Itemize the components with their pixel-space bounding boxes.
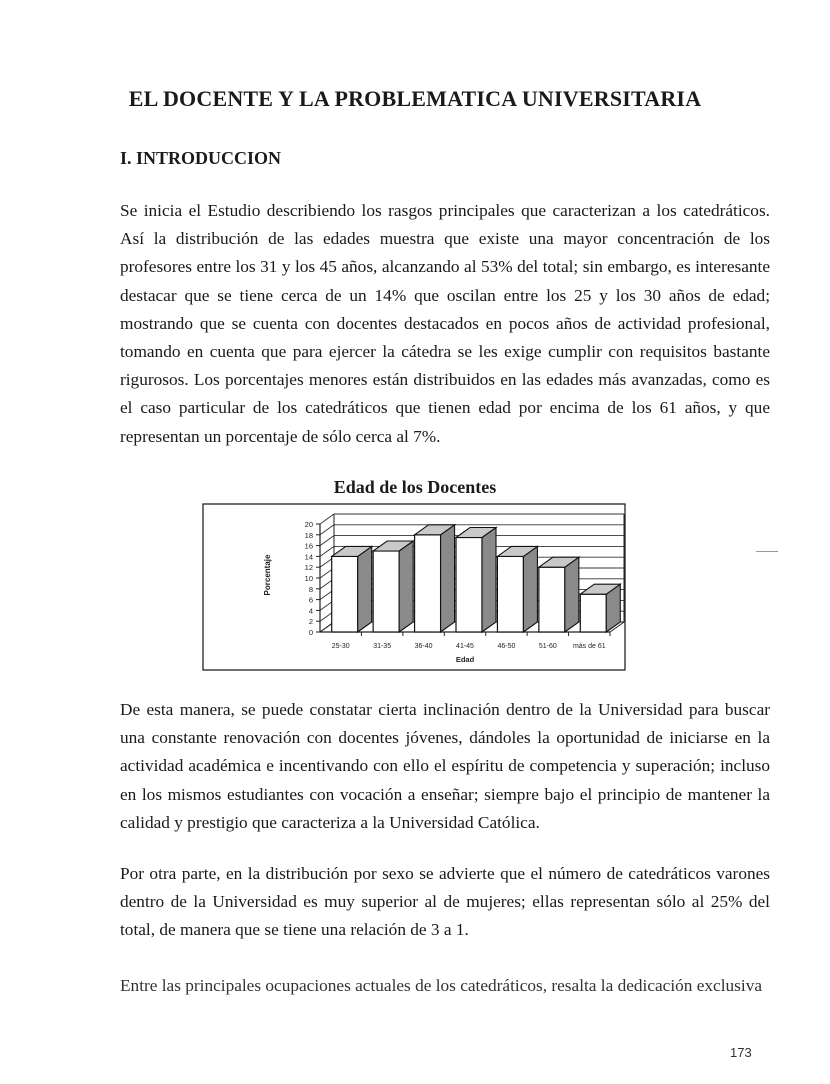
y-tick-label-4: 8	[308, 584, 313, 594]
x-tick-label-4: 46-50	[497, 643, 516, 650]
bar-4	[497, 556, 523, 632]
y-tick-label-7: 14	[304, 552, 313, 562]
bar-side-1	[399, 541, 413, 632]
y-tick-label-3: 6	[308, 595, 313, 605]
bar-6	[580, 594, 606, 632]
paragraph-renovation: De esta manera, se puede constatar cierta inclinación dentro de la Universidad para buscar una constante renovación con docentes jóvenes, dándoles la oportunidad de iniciarse en la actividad académica e incentivando con ello el espíritu de competencia y superación; incluso en los mismos estudiantes con vocación a enseñar; siempre bajo el principio de mantener la calidad y prestigio que caracteriza a la Universidad Católica.	[120, 700, 770, 832]
y-tick-label-9: 18	[304, 530, 313, 540]
section-heading: I. INTRODUCCION	[120, 148, 282, 168]
bar-side-4	[523, 546, 537, 632]
bar-side-2	[441, 525, 455, 632]
margin-dash	[756, 551, 778, 552]
y-tick-label-6: 12	[304, 563, 313, 573]
y-tick-label-2: 4	[308, 606, 313, 616]
y-tick-label-0: 0	[308, 628, 313, 637]
x-tick-label-2: 36-40	[414, 643, 433, 650]
chart-title: Edad de los Docentes	[333, 477, 497, 497]
x-tick-label-0: 25-30	[331, 643, 350, 650]
gridline-side-7	[320, 546, 334, 556]
gridline-side-9	[320, 525, 334, 535]
x-axis-label: Edad	[455, 655, 475, 664]
bar-side-0	[358, 546, 372, 632]
gridline-side-10	[320, 514, 334, 524]
y-tick-label-8: 16	[304, 541, 313, 551]
bar-0	[332, 556, 358, 632]
x-tick-label-6: más de 61	[572, 643, 606, 650]
gridline-side-8	[320, 536, 334, 546]
paragraph-occupations: Entre las principales ocupaciones actuales de los catedráticos, resalta la dedicación exclusiva	[120, 976, 763, 995]
bar-side-3	[482, 528, 496, 633]
x-tick-label-1: 31-35	[373, 643, 392, 650]
x-tick-label-5: 51-60	[538, 643, 557, 650]
bar-2	[415, 535, 441, 632]
paragraph-gender: Por otra parte, en la distribución por sexo se advierte que el número de catedráticos varones dentro de la Universidad es muy superior al de mujeres; ellas representan sólo al 25% del total, de manera que se tiene una relación de 3 a 1.	[120, 864, 770, 940]
bar-3	[456, 538, 482, 633]
paragraph-intro: Se inicia el Estudio describiendo los rasgos principales que caracterizan a los catedráticos. Así la distribución de las edades muestra que existe una mayor concentración de los profesores entre los 31 y los 45 años, alcanzando al 53% del total; sin embargo, es interesante destacar que se tiene cerca de un 14% que oscilan entre los 25 y los 30 años de edad; mostrando que se cuenta con docentes destacados en pocos años de actividad profesional, tomando en cuenta que para ejercer la cátedra se les exige cumplir con requisitos bastante rigurosos. Los porcentajes menores están distribuidos en las edades más avanzadas, como es el caso particular de los catedráticos que tienen edad por encima de los 61 años, y que representan un porcentaje de sólo cerca al 7%.	[120, 201, 770, 446]
bar-side-5	[565, 557, 579, 632]
y-tick-label-10: 20	[304, 520, 313, 529]
page-number: 173	[730, 1045, 752, 1060]
bar-5	[539, 567, 565, 632]
y-tick-label-5: 10	[304, 574, 313, 583]
y-tick-label-1: 2	[308, 617, 313, 627]
bar-1	[373, 551, 399, 632]
x-tick-label-3: 41-45	[456, 643, 474, 650]
document-title: EL DOCENTE Y LA PROBLEMATICA UNIVERSITARIA	[128, 86, 702, 111]
y-axis-label: Porcentaje	[263, 554, 272, 596]
